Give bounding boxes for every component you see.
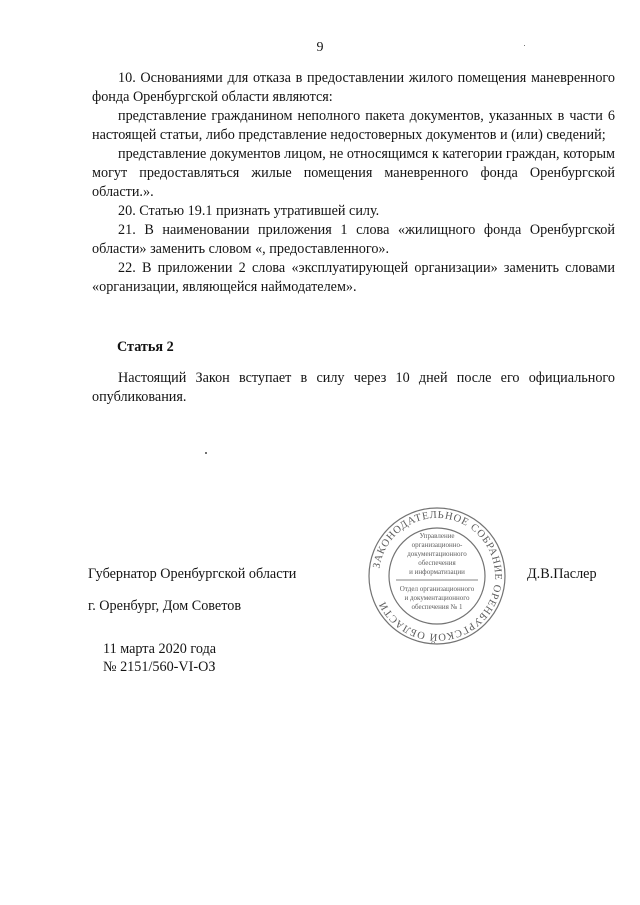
stamp-dept-line: и документационного (404, 594, 470, 602)
governor-title: Губернатор Оренбургской области (88, 566, 297, 582)
stamp-inner-line: организационно- (411, 541, 463, 549)
scan-speck (205, 452, 207, 454)
paragraph-21: 21. В наименовании приложения 1 слова «жилищного фонда Оренбургской области» заменить словом «, предоставленного». (92, 222, 615, 257)
stamp-dept-line: обеспечения № 1 (411, 603, 463, 611)
signer-name: Д.В.Паслер (527, 566, 597, 582)
article-2-title: Статья 2 (117, 339, 174, 355)
paragraph-22: 22. В приложении 2 слова «эксплуатирующей организации» заменить словами «организации, являющейся наймодателем». (92, 260, 615, 295)
signing-place: г. Оренбург, Дом Советов (88, 598, 242, 614)
law-number: № 2151/560-VI-ОЗ (103, 659, 216, 675)
paragraph-10a: представление гражданином неполного пакета документов, указанных в части 6 настоящей статьи, либо представление недостоверных документов и (или) сведений; (92, 108, 615, 143)
stamp-inner-line: Управление (419, 532, 455, 540)
paragraph-10-text: 10. Основаниями для отказа в предоставлении жилого помещения маневренного фонда Оренбургской области являются: (92, 70, 615, 105)
paragraph-10 (92, 69, 615, 107)
stamp-inner-line: документационного (407, 550, 467, 558)
article-2-text: Настоящий Закон вступает в силу через 10 дней после его официального опубликования. (92, 370, 615, 405)
scan-speck (524, 45, 525, 46)
official-stamp (366, 505, 508, 647)
stamp-inner-line: и информатизации (409, 568, 465, 576)
stamp-dept-line: Отдел организационного (399, 585, 475, 593)
stamp-outer-text: ЗАКОНОДАТЕЛЬНОЕ СОБРАНИЕ ОРЕНБУРГСКОЙ ОБЛАСТИ (371, 509, 504, 643)
paragraph-20: 20. Статью 19.1 признать утратившей силу. (118, 203, 380, 219)
stamp-inner-line: обеспечения (418, 559, 456, 567)
stamp-graphic (369, 508, 505, 644)
body-text (92, 69, 615, 297)
page-number: 9 (316, 40, 324, 55)
signing-date: 11 марта 2020 года (103, 641, 217, 657)
paragraph-10b: представление документов лицом, не относящимся к категории граждан, которым могут предоставляться жилые помещения маневренного фонда Оренбургской области.». (92, 146, 615, 200)
